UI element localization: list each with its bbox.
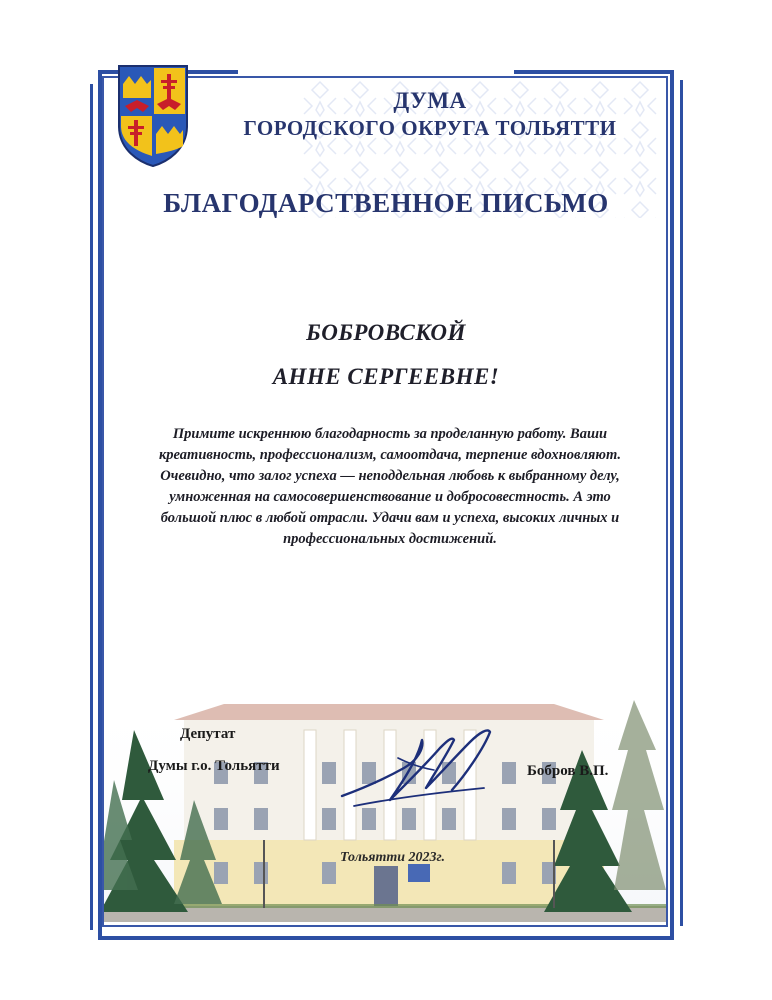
- signer-name: Бобров В.П.: [527, 763, 609, 779]
- frame-right-outer-line: [680, 80, 683, 926]
- frame-bottom-line: [98, 936, 674, 940]
- handwritten-signature-icon: [334, 718, 504, 818]
- gratitude-message: Примите искреннюю благодарность за проделанную работу. Ваши креативность, профессионализм, самоотдача, терпение вдохновляют. Очевидно, что залог успеха — неподдельная любовь к выбранному делу, умноженная на самосовершенствование и добросовестность. А это большой плюс в любой отрасли. Удачи вам и успеха, высоких личных и профессиональных достижений.: [158, 426, 622, 547]
- document-title: БЛАГОДАРСТВЕННОЕ ПИСЬМО: [163, 188, 609, 218]
- frame-left-inner-line: [90, 84, 93, 930]
- signer-position-line1: Депутат: [180, 726, 236, 742]
- frame-top-right-line: [514, 70, 674, 74]
- organization-name-line2: ГОРОДСКОГО ОКРУГА ТОЛЬЯТТИ: [243, 116, 617, 140]
- recipient-surname: БОБРОВСКОЙ: [306, 320, 466, 345]
- recipient-given-names: АННЕ СЕРГЕЕВНЕ!: [272, 364, 500, 389]
- organization-name-line1: ДУМА: [393, 88, 467, 113]
- place-and-date: Тольятти 2023г.: [340, 850, 446, 865]
- signer-position-line2: Думы г.о. Тольятти: [148, 758, 280, 774]
